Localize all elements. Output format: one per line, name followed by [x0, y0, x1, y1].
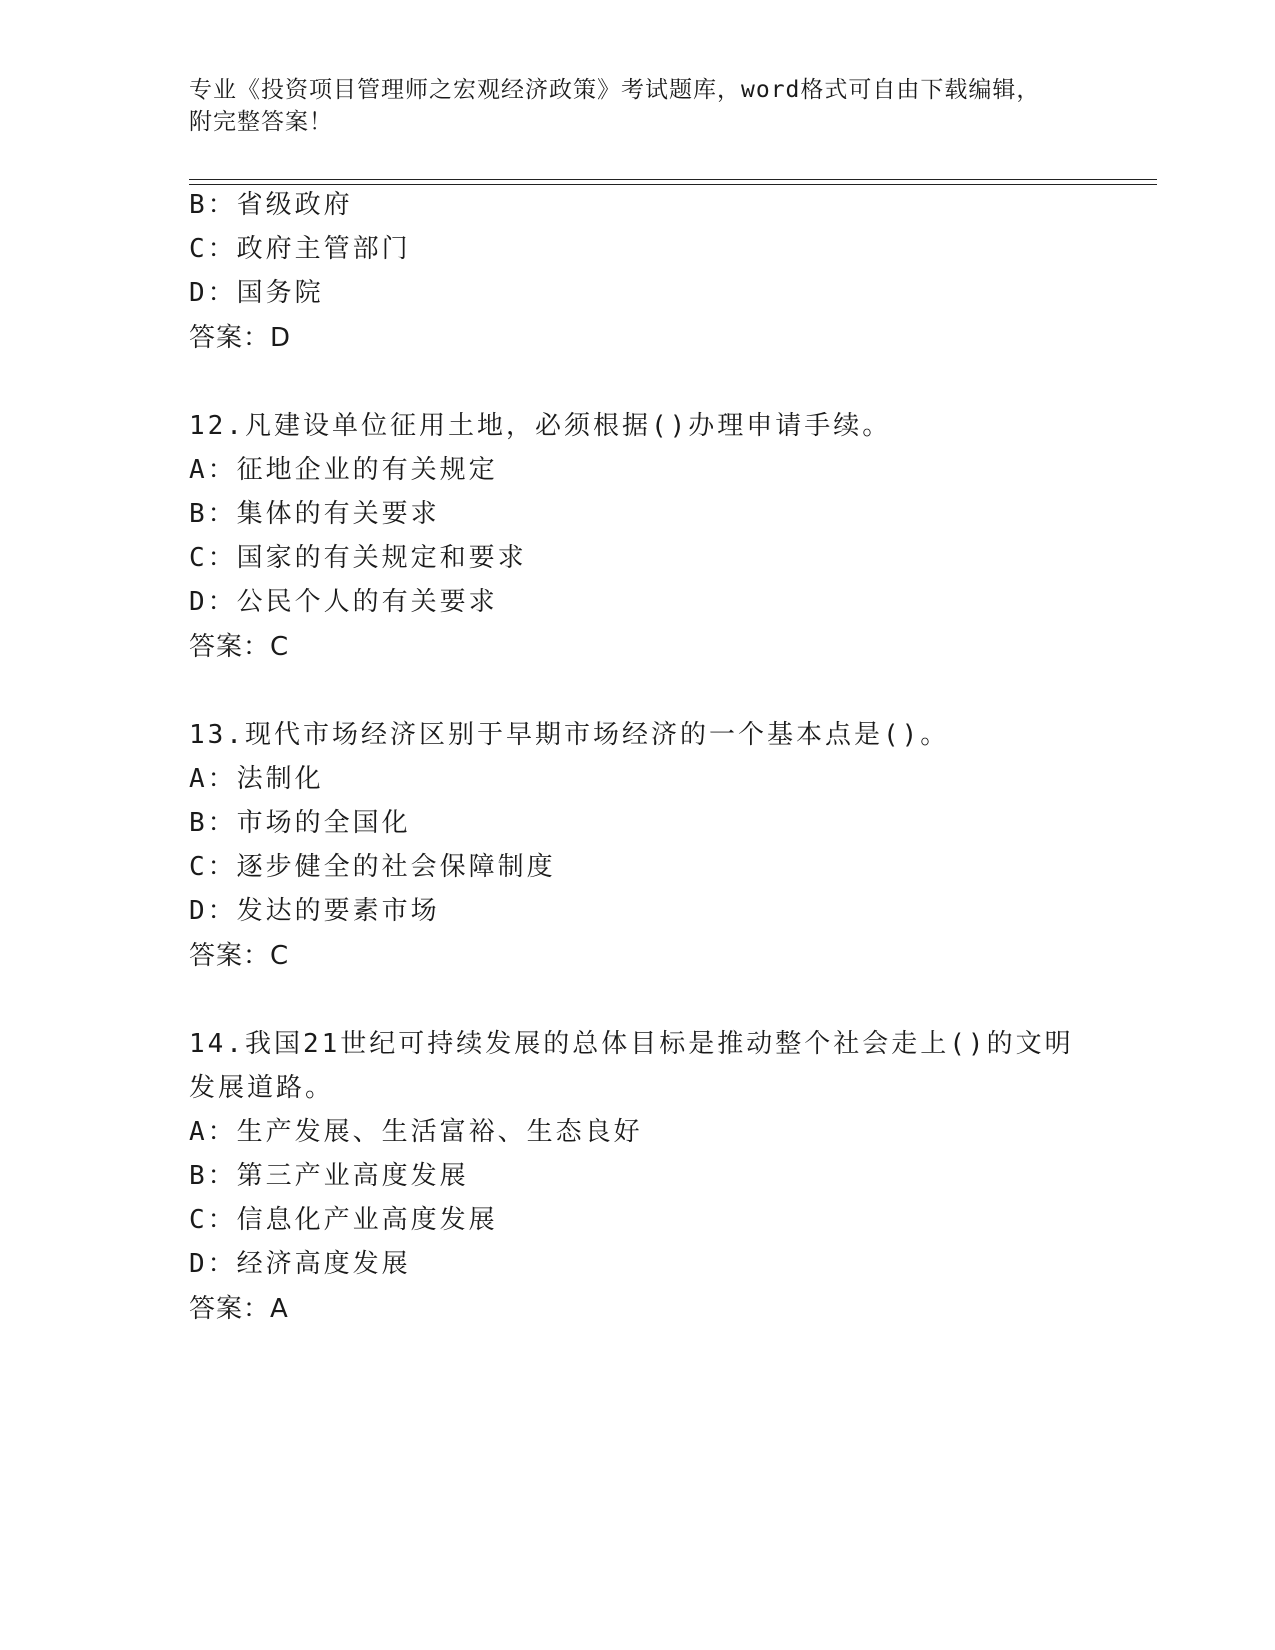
option-a: A：法制化 [189, 764, 324, 794]
option-b: B：市场的全国化 [189, 808, 411, 838]
answer-line: 答案：D [189, 323, 292, 353]
question-stem-line-1: 14.我国21世纪可持续发展的总体目标是推动整个社会走上()的文明 [189, 1029, 1074, 1059]
answer-line: 答案：A [189, 1294, 289, 1324]
option-c: C：逐步健全的社会保障制度 [189, 852, 556, 882]
option-a: A：生产发展、生活富裕、生态良好 [189, 1117, 643, 1147]
question-stem: 13.现代市场经济区别于早期市场经济的一个基本点是()。 [189, 720, 950, 750]
question-stem: 12.凡建设单位征用土地，必须根据()办理申请手续。 [189, 411, 892, 441]
option-a: A：征地企业的有关规定 [189, 455, 498, 485]
option-c: C：国家的有关规定和要求 [189, 543, 527, 573]
answer-line: 答案：C [189, 632, 290, 662]
document-header [189, 74, 1089, 138]
header-divider-top [189, 179, 1157, 180]
option-b: B：省级政府 [189, 190, 353, 220]
header-line-2: 附完整答案！ [189, 109, 333, 135]
answer-line: 答案：C [189, 941, 290, 971]
option-b: B：集体的有关要求 [189, 499, 440, 529]
header-divider-bottom [189, 184, 1157, 185]
option-d: D：国务院 [189, 278, 324, 308]
option-d: D：公民个人的有关要求 [189, 587, 498, 617]
header-line-1: 专业《投资项目管理师之宏观经济政策》考试题库，word格式可自由下载编辑， [189, 77, 1041, 103]
option-b: B：第三产业高度发展 [189, 1161, 469, 1191]
option-d: D：发达的要素市场 [189, 896, 440, 926]
option-c: C：信息化产业高度发展 [189, 1205, 498, 1235]
option-d: D：经济高度发展 [189, 1249, 411, 1279]
question-stem-line-2: 发展道路。 [189, 1073, 335, 1103]
option-c: C：政府主管部门 [189, 234, 411, 264]
